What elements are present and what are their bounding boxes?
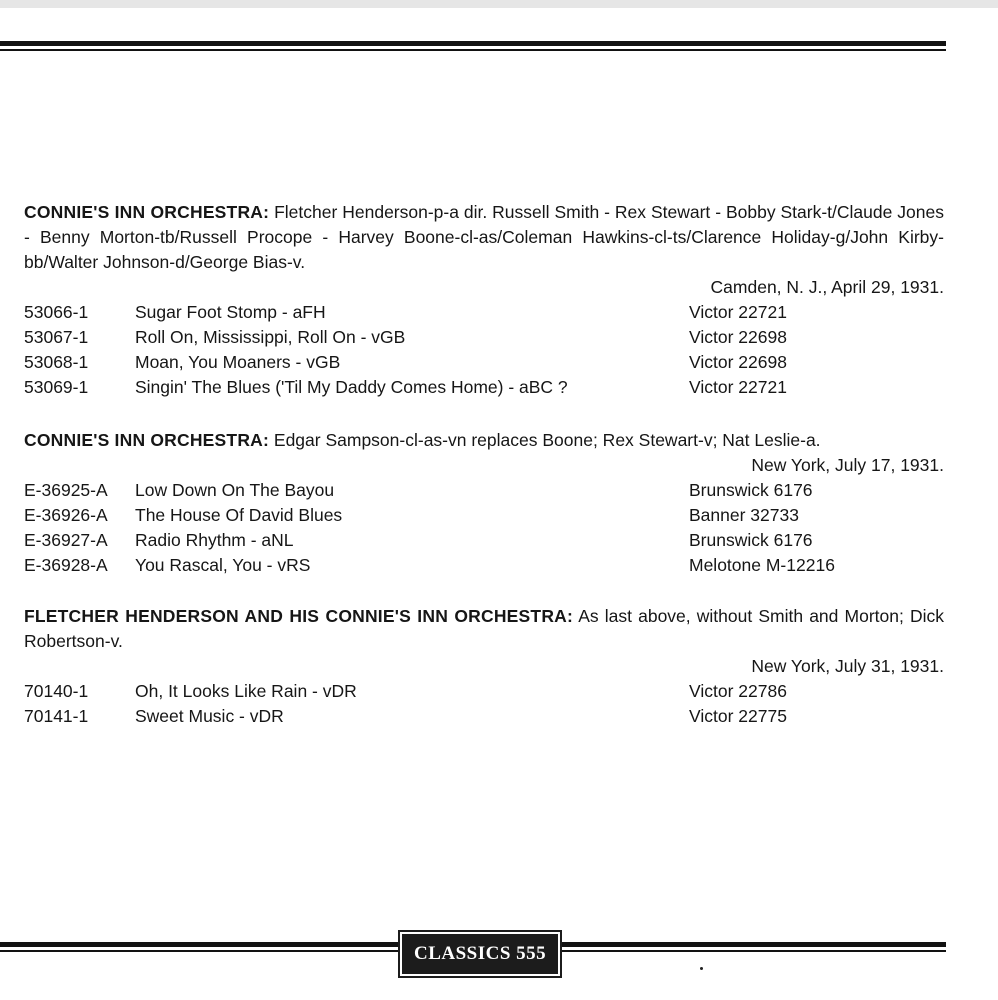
session-header bbox=[24, 604, 944, 654]
track-title: Sweet Music - vDR bbox=[135, 706, 284, 726]
record-label: Brunswick 6176 bbox=[689, 480, 813, 500]
record-label: Victor 22721 bbox=[689, 377, 787, 397]
record-label: Victor 22775 bbox=[689, 706, 787, 726]
track-row bbox=[24, 704, 944, 729]
matrix-number: 53067-1 bbox=[24, 327, 89, 347]
band-name: CONNIE'S INN ORCHESTRA: bbox=[24, 430, 270, 450]
track-title: Low Down On The Bayou bbox=[135, 480, 335, 500]
track-title: Singin' The Blues ('Til My Daddy Comes Home) - aBC ? bbox=[135, 377, 568, 397]
track-row bbox=[24, 325, 944, 350]
band-name: FLETCHER HENDERSON AND HIS CONNIE'S INN ORCHESTRA: bbox=[24, 606, 574, 626]
place-date: New York, July 31, 1931. bbox=[751, 656, 944, 676]
personnel: Edgar Sampson-cl-as-vn replaces Boone; Rex Stewart-v; Nat Leslie-a. bbox=[273, 430, 821, 450]
place-date: New York, July 17, 1931. bbox=[751, 455, 944, 475]
matrix-number: 53066-1 bbox=[24, 302, 89, 322]
session-2 bbox=[24, 428, 944, 578]
band-name: CONNIE'S INN ORCHESTRA: bbox=[24, 202, 270, 222]
track-row bbox=[24, 350, 944, 375]
track-row bbox=[24, 478, 944, 503]
place-date: Camden, N. J., April 29, 1931. bbox=[710, 277, 944, 297]
track-title: Moan, You Moaners - vGB bbox=[135, 352, 341, 372]
track-row bbox=[24, 375, 944, 400]
track-title: You Rascal, You - vRS bbox=[135, 555, 311, 575]
track-row bbox=[24, 528, 944, 553]
record-label: Melotone M-12216 bbox=[689, 555, 835, 575]
record-label: Victor 22786 bbox=[689, 681, 787, 701]
session-3 bbox=[24, 604, 944, 729]
track-title: Sugar Foot Stomp - aFH bbox=[135, 302, 326, 322]
track-title: The House Of David Blues bbox=[135, 505, 343, 525]
top-double-rule bbox=[0, 41, 946, 51]
matrix-number: 53069-1 bbox=[24, 377, 89, 397]
matrix-number: E-36925-A bbox=[24, 480, 108, 500]
record-label: Victor 22721 bbox=[689, 302, 787, 322]
matrix-number: 70141-1 bbox=[24, 706, 89, 726]
track-row bbox=[24, 503, 944, 528]
track-row bbox=[24, 679, 944, 704]
matrix-number: E-36926-A bbox=[24, 505, 108, 525]
record-label: Brunswick 6176 bbox=[689, 530, 813, 550]
matrix-number: 53068-1 bbox=[24, 352, 89, 372]
track-title: Roll On, Mississippi, Roll On - vGB bbox=[135, 327, 406, 347]
track-row bbox=[24, 553, 944, 578]
personnel: As last above, without Smith and Morton; Dick Robertson-v. bbox=[24, 606, 945, 651]
personnel: Fletcher Henderson-p-a dir. Russell Smith - Rex Stewart - Bobby Stark-t/Claude Jones - Benny Morton-tb/Russell Procope - Harvey Boone-cl-as/Coleman Hawkins-cl-ts/Clarence Holiday-g/John Kirby-bb/Walter Johnson-d/George Bias-v. bbox=[24, 202, 944, 272]
scan-edge bbox=[0, 0, 998, 8]
track-title: Oh, It Looks Like Rain - vDR bbox=[135, 681, 357, 701]
catalog-label: CLASSICS 555 bbox=[400, 932, 560, 976]
matrix-number: 70140-1 bbox=[24, 681, 89, 701]
matrix-number: E-36927-A bbox=[24, 530, 108, 550]
print-speck bbox=[700, 967, 703, 970]
record-label: Victor 22698 bbox=[689, 352, 787, 372]
track-title: Radio Rhythm - aNL bbox=[135, 530, 294, 550]
record-label: Banner 32733 bbox=[689, 505, 799, 525]
record-label: Victor 22698 bbox=[689, 327, 787, 347]
session-header bbox=[24, 200, 944, 275]
session-1 bbox=[24, 200, 944, 400]
track-row bbox=[24, 300, 944, 325]
matrix-number: E-36928-A bbox=[24, 555, 108, 575]
session-header bbox=[24, 428, 944, 453]
